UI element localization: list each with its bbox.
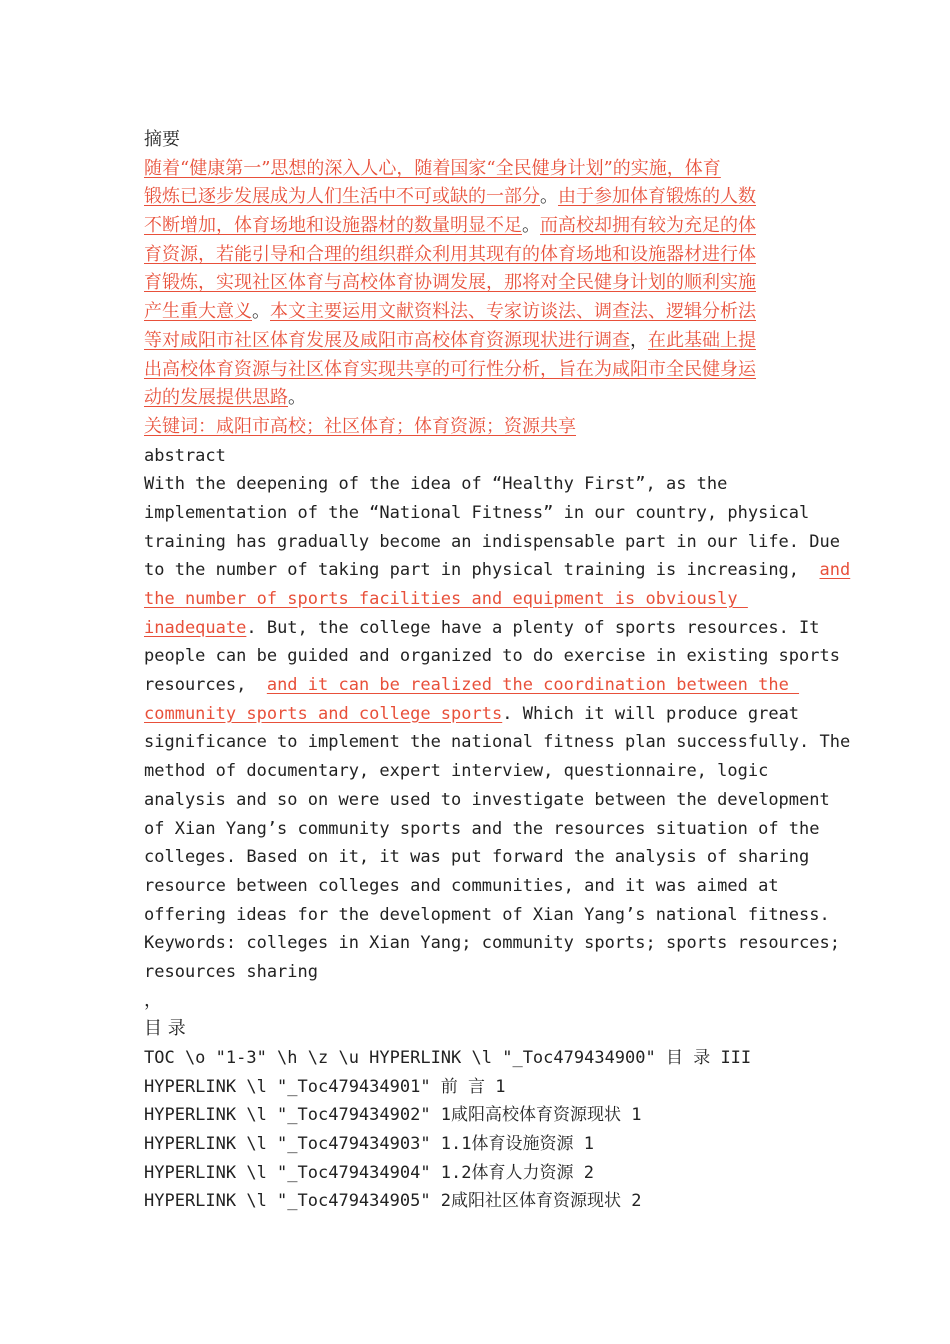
abstract-cn-line-5: 育锻炼，实现社区体育与高校体育协调发展，那将对全民健身计划的顺利实施 xyxy=(144,272,756,294)
abstract-en-line-15: resource between colleges and communities, and it was aimed at xyxy=(144,875,779,896)
abstract-cn-line-2: 锻炼已逐步发展成为人们生活中不可或缺的一部分。由于参加体育锻炼的人数 xyxy=(144,186,756,208)
keywords-en-line-1: Keywords: colleges in Xian Yang; community sports; sports resources; xyxy=(144,933,840,954)
abstract-cn-line-6: 产生重大意义。本文主要运用文献资料法、专家访谈法、调查法、逻辑分析法 xyxy=(144,301,756,323)
stray-comma: ， xyxy=(144,989,162,1011)
abstract-en-line-6: inadequate. But, the college have a plenty of sports resources. It xyxy=(144,617,820,638)
abstract-cn-line-7: 等对咸阳市社区体育发展及咸阳市高校体育资源现状进行调查，在此基础上提 xyxy=(144,329,756,351)
toc-line-3[interactable]: HYPERLINK \l "_Toc479434902" 1咸阳高校体育资源现状 1 xyxy=(144,1105,642,1126)
toc-line-6[interactable]: HYPERLINK \l "_Toc479434905" 2咸阳社区体育资源现状 2 xyxy=(144,1191,642,1212)
keywords-cn: 关键词：咸阳市高校；社区体育；体育资源；资源共享 xyxy=(144,415,576,437)
abstract-en-line-16: offering ideas for the development of Xian Yang’s national fitness. xyxy=(144,904,830,925)
abstract-cn-line-8: 出高校体育资源与社区体育实现共享的可行性分析，旨在为咸阳市全民健身运 xyxy=(144,358,756,380)
abstract-en-line-11: method of documentary, expert interview, questionnaire, logic xyxy=(144,761,769,782)
toc-line-4[interactable]: HYPERLINK \l "_Toc479434903" 1.1体育设施资源 1 xyxy=(144,1134,594,1155)
abstract-en-line-3: training has gradually become an indispensable part in our life. Due xyxy=(144,531,840,552)
abstract-cn-line-1: 随着“健康第一”思想的深入人心，随着国家“全民健身计划”的实施，体育 xyxy=(144,157,721,179)
abstract-en-line-13: of Xian Yang’s community sports and the resources situation of the xyxy=(144,818,820,839)
abstract-en-line-8: resources, and it can be realized the coordination between the xyxy=(144,675,800,696)
abstract-en-line-5: the number of sports facilities and equipment is obviously xyxy=(144,589,748,609)
abstract-en-line-2: implementation of the “National Fitness” in our country, physical xyxy=(144,502,810,523)
abstract-en-line-7: people can be guided and organized to do exercise in existing sports xyxy=(144,646,840,667)
abstract-cn-heading: 摘要 xyxy=(144,129,180,150)
document-body xyxy=(144,126,851,1216)
abstract-en-line-9: community sports and college sports. Which it will produce great xyxy=(144,703,800,724)
toc-line-2[interactable]: HYPERLINK \l "_Toc479434901" 前 言 1 xyxy=(144,1076,506,1097)
abstract-cn-line-3: 不断增加，体育场地和设施器材的数量明显不足。而高校却拥有较为充足的体 xyxy=(144,215,756,237)
abstract-en-heading: abstract xyxy=(144,445,226,466)
toc-line-5[interactable]: HYPERLINK \l "_Toc479434904" 1.2体育人力资源 2 xyxy=(144,1162,594,1183)
abstract-cn-line-9: 动的发展提供思路。 xyxy=(144,387,306,409)
abstract-en-line-1: With the deepening of the idea of “Healthy First”, as the xyxy=(144,474,728,495)
toc-line-1[interactable]: TOC \o "1-3" \h \z \u HYPERLINK \l "_Toc479434900" 目 录 III xyxy=(144,1048,752,1068)
abstract-cn-line-4: 育资源，若能引导和合理的组织群众利用其现有的体育场地和设施器材进行体 xyxy=(144,243,756,265)
abstract-en-line-4: to the number of taking part in physical training is increasing, and xyxy=(144,560,851,581)
abstract-en-line-12: analysis and so on were used to investigate between the development xyxy=(144,789,830,810)
abstract-en-line-14: colleges. Based on it, it was put forward the analysis of sharing xyxy=(144,847,810,868)
keywords-en-line-2: resources sharing xyxy=(144,961,318,982)
toc-heading: 目 录 xyxy=(144,1018,186,1040)
abstract-en-line-10: significance to implement the national fitness plan successfully. The xyxy=(144,732,851,753)
